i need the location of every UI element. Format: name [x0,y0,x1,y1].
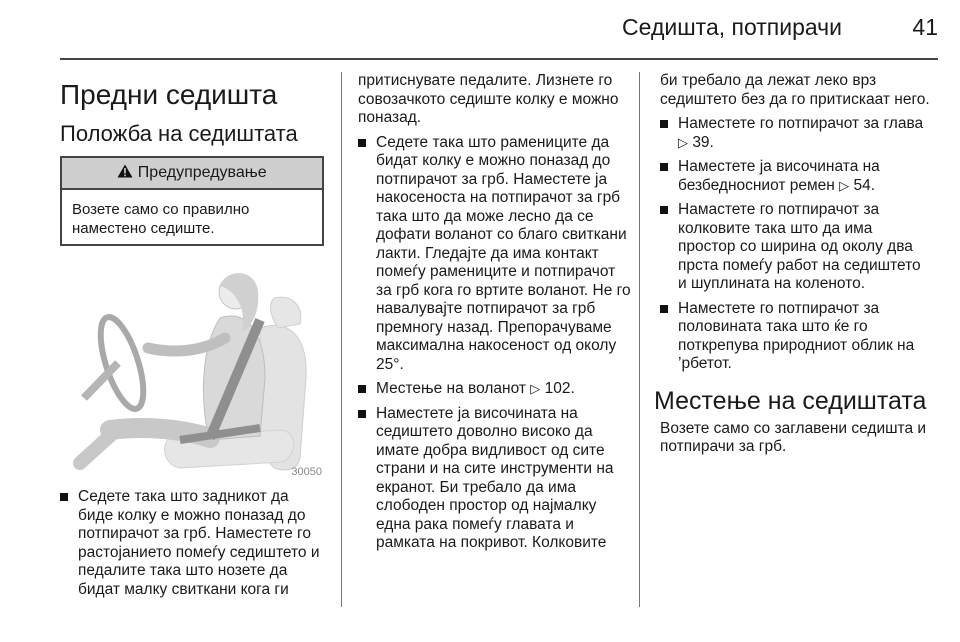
list-item [358,134,633,375]
warning-heading: Предупредување [137,164,267,181]
warning-header [62,158,322,190]
paragraph-continuation: би требало да лежат леко врз седиштето без да го притискаат него. [660,72,930,108]
page-reference-link[interactable]: 54. [853,176,876,194]
warning-box [60,156,324,246]
list-item [358,380,633,399]
list-item-text: Седете така што рамениците да бидат колку е можно поназад до потпирачот за грб. Наместете ја накосеноста на потпирачот за грб така што да може лесно да се дофати воланот со благо свиткани лакти. Гледајте да има контакт помеѓу рамениците и потпирачот за грб кога го вртите воланот. Не го навалувајте потпирачот за грб премногу назад. Препорачуваме максимална накосеност од околу 25°. [376,133,631,373]
bullet-icon [660,120,668,128]
list-item [660,115,930,152]
column-2 [358,72,633,559]
bullet-icon [358,385,366,393]
reference-arrow-icon: ▷ [839,177,850,193]
list-item-text: Намастете го потпирачот за колковите така што да има простор со ширина од околу два прста помеѓу работ на седиштето и шуплината на коленото. [678,201,921,292]
bullet-icon [660,206,668,214]
list-item-text: Наместете ја височината на седиштето доволно високо да имате добра видливост од сите страни и на сите инструменти на екранот. Би требало да има слободен простор од најмалку една рака помеѓу главата и рамката на покривот. Колковите [376,404,614,551]
page-number: 41 [912,14,938,40]
seat-position-illustration [60,258,324,478]
list-item-text: Местење на воланот [376,380,526,397]
figure-label: 30050 [291,466,322,478]
column-1 [60,72,324,605]
paragraph-continuation: притиснувате педалите. Лизнете го совозачкото седиште колку е можно поназад. [358,72,619,126]
subsection-title: Положба на седиштата [60,121,298,146]
list-item-text: Наместете го потпирачот за половината така што ќе го поткрепува природниот облик на ’рбетот. [678,299,915,372]
list-item [660,201,930,294]
section-title: Предни седишта [60,79,278,110]
list-item-text: Седете така што задникот да биде колку е можно поназад до потпирачот за грб. Наместете го растојанието помеѓу седиштето и педалите така што нозете да бидат малку свиткани кога ги [78,488,320,598]
subsection-title: Местење на седиштата [654,386,927,415]
list-item [358,405,633,553]
column-divider-1 [341,72,342,607]
bullet-icon [358,139,366,147]
header-title: Седишта, потпирачи [622,14,842,40]
column-divider-2 [639,72,640,607]
paragraph: Возете само со заглавени седишта и потпирачи за грб. [660,419,927,455]
list-item [660,300,930,374]
list-item-text: Наместете ја височината на безбедносниот ремен [678,158,880,194]
bullet-icon [660,305,668,313]
list-item [660,158,930,195]
column-3 [654,72,930,457]
list-item-text: Наместете го потпирачот за глава [678,115,924,132]
list-item [60,488,324,599]
header-rule [60,58,938,60]
bullet-icon [60,493,68,501]
warning-triangle-icon [117,164,137,181]
reference-arrow-icon: ▷ [678,134,688,150]
bullet-icon [358,410,366,418]
page-reference-link[interactable]: 102. [544,380,575,397]
warning-text: Возете само со правилно наместено седиште. [72,201,250,237]
reference-arrow-icon: ▷ [530,381,541,396]
page-reference-link[interactable]: 39. [692,133,714,151]
bullet-icon [660,163,668,171]
